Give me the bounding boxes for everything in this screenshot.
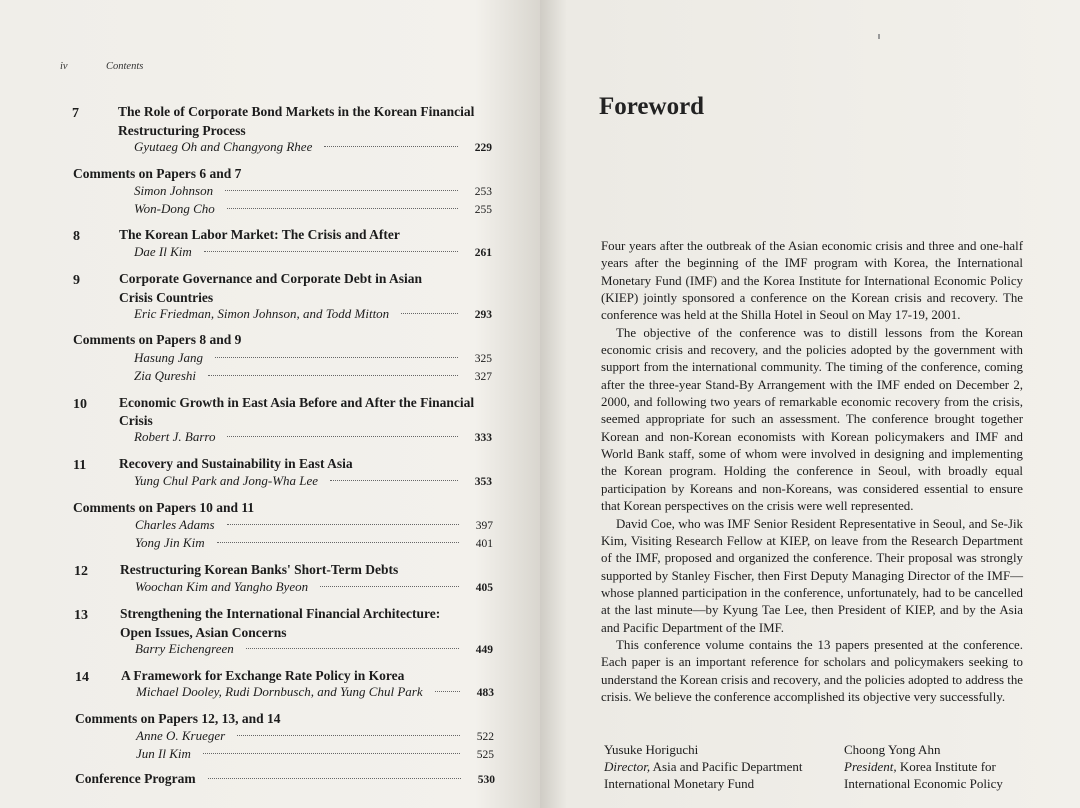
entry-author-row	[136, 746, 494, 762]
signatory-kiep	[844, 741, 1003, 792]
entry-title-cont: Crisis	[119, 413, 153, 428]
print-speck	[878, 34, 880, 39]
entry-author-row	[134, 473, 492, 489]
entry-page: 253	[474, 186, 492, 198]
entry-authors: Dae Il Kim	[134, 244, 192, 259]
entry-title: Corporate Governance and Corporate Debt in Asian	[119, 271, 422, 286]
entry-page: 483	[476, 687, 494, 699]
comments-header: Comments on Papers 12, 13, and 14	[75, 711, 281, 726]
entry-number: 11	[73, 458, 87, 473]
entry-authors: Michael Dooley, Rudi Dornbusch, and Yung Chul Park	[136, 684, 423, 699]
dot-leader	[324, 146, 458, 147]
entry-title: A Framework for Exchange Rate Policy in Korea	[121, 668, 405, 683]
signatory-department: Asia and Pacific Department	[650, 759, 803, 774]
entry-authors: Charles Adams	[135, 517, 215, 532]
dot-leader	[246, 648, 459, 649]
entry-title: The Role of Corporate Bond Markets in the Korean Financial	[118, 104, 475, 119]
entry-author-row	[135, 641, 493, 657]
entry-page: 293	[474, 309, 492, 321]
entry-title: Strengthening the International Financial Architecture:	[120, 606, 441, 621]
entry-page: 525	[476, 749, 494, 761]
entry-page: 327	[474, 371, 492, 383]
entry-author-row	[134, 244, 492, 260]
dot-leader	[227, 524, 459, 525]
entry-author-row	[134, 183, 492, 199]
entry-authors: Robert J. Barro	[134, 429, 216, 444]
dot-leader	[401, 313, 458, 314]
entry-title: Economic Growth in East Asia Before and After the Financial	[119, 395, 475, 410]
dot-leader	[227, 208, 458, 209]
entry-page: 333	[474, 432, 492, 444]
entry-author-row	[134, 429, 492, 445]
entry-number: 9	[73, 273, 80, 288]
entry-number: 7	[72, 106, 79, 121]
paragraph: Four years after the outbreak of the Asian economic crisis and three and one-half years after the beginning of the IMF program with Korea, the International Monetary Fund (IMF) and the Korea Institute for International Economic Policy (KIEP) jointly sponsored a conference on the Korean crisis and recovery. The conference was held at the Shilla Hotel in Seoul on May 17-19, 2001.	[601, 239, 1023, 323]
entry-author-row	[134, 350, 492, 366]
entry-authors: Anne O. Krueger	[136, 728, 226, 743]
dot-leader	[203, 753, 460, 754]
foreword-body	[601, 238, 1023, 706]
entry-author-row	[135, 579, 493, 595]
entry-title-cont: Restructuring Process	[118, 123, 246, 138]
entry-author-row	[135, 517, 493, 533]
entry-number: 8	[73, 229, 80, 244]
paragraph: The objective of the conference was to distill lessons from the Korean economic crisis and recovery, and the policies adopted by the government with support from the international community. The timing of the conference, coming after the three-year Stand-By Arrangement with the IMF ended on December 2, 2000, and following two years of remarkable economic recovery from the crisis, seemed appropriate for such an assessment. The conference brought together Korean and non-Korean economists with Korean policymakers and IMF and World Bank staff, some of whom were involved in designing and implementing the Korean program. Holding the conference in Seoul, with broadly equal participation by Koreans and non-Koreans, was considered essential to ensure that Korean perspectives on the crisis were well represented.	[601, 325, 1023, 514]
comments-header: Comments on Papers 10 and 11	[73, 500, 255, 515]
entry-page: 522	[476, 731, 494, 743]
entry-title-cont: Open Issues, Asian Concerns	[120, 625, 287, 640]
entry-authors: Yong Jin Kim	[135, 535, 205, 550]
entry-number: 12	[74, 564, 88, 579]
dot-leader	[227, 436, 458, 437]
signatory-org: International Monetary Fund	[604, 776, 755, 791]
dot-leader	[215, 357, 458, 358]
dot-leader	[435, 691, 460, 692]
entry-author-row	[134, 368, 492, 384]
entry-author-row	[136, 684, 494, 700]
entry-authors: Woochan Kim and Yangho Byeon	[135, 579, 309, 594]
entry-authors: Eric Friedman, Simon Johnson, and Todd Mitton	[134, 306, 390, 321]
paragraph: David Coe, who was IMF Senior Resident Representative in Seoul, and Se-Jik Kim, Visiting Research Fellow at KIEP, on leave from the Research Department of the IMF, proposed and organized the conference. Their proposal was strongly supported by Stanley Fischer, then First Deputy Managing Director of the IMF—whose planned participation in the conference, unfortunately, had to be cancelled at the last minute—by Kyung Tae Lee, then President of KIEP, and by the Asia and Pacific Department of the IMF.	[601, 516, 1023, 635]
signatory-name: Yusuke Horiguchi	[604, 742, 699, 757]
signatory-role: President,	[844, 759, 897, 774]
entry-authors: Won-Dong Cho	[134, 201, 215, 216]
signatory-org: International Economic Policy	[844, 776, 1003, 791]
entry-author-row	[134, 201, 492, 217]
entry-title: Recovery and Sustainability in East Asia	[119, 456, 353, 471]
entry-number: 10	[73, 397, 87, 412]
entry-authors: Simon Johnson	[134, 183, 214, 198]
dot-leader	[237, 735, 460, 736]
comments-header: Comments on Papers 8 and 9	[73, 332, 242, 347]
dot-leader	[208, 375, 458, 376]
entry-authors: Zia Qureshi	[134, 368, 196, 383]
entry-page: 261	[474, 247, 492, 259]
signatory-department: Korea Institute for	[896, 759, 996, 774]
dot-leader	[320, 586, 459, 587]
entry-page: 405	[475, 582, 493, 594]
entry-page: 449	[475, 644, 493, 656]
entry-author-row	[134, 306, 492, 322]
entry-authors: Yung Chul Park and Jong-Wha Lee	[134, 473, 319, 488]
dot-leader	[330, 480, 458, 481]
entry-authors: Jun Il Kim	[136, 746, 191, 761]
paragraph: This conference volume contains the 13 papers presented at the conference. Each paper is an important reference for scholars and policymakers seeking to understand the Korean crisis and recovery, and the policies adopted to address the crisis. We believe the conference accomplished its objective very successfully.	[601, 637, 1023, 704]
dot-leader	[225, 190, 458, 191]
entry-page: 255	[474, 204, 492, 216]
entry-page: 530	[477, 774, 495, 786]
conference-program-row	[75, 771, 495, 787]
entry-page: 401	[475, 538, 493, 550]
signatory-role: Director,	[604, 759, 651, 774]
entry-authors: Gyutaeg Oh and Changyong Rhee	[134, 139, 313, 154]
dot-leader	[204, 251, 458, 252]
entry-page: 229	[474, 142, 492, 154]
conference-program-label: Conference Program	[75, 771, 196, 786]
entry-number: 13	[74, 608, 88, 623]
dot-leader	[208, 778, 461, 779]
signatory-name: Choong Yong Ahn	[844, 742, 941, 757]
entry-author-row	[136, 728, 494, 744]
signatory-imf	[604, 741, 802, 792]
entry-title: Restructuring Korean Banks' Short-Term Debts	[120, 562, 399, 577]
entry-title: The Korean Labor Market: The Crisis and After	[119, 227, 400, 242]
entry-authors: Barry Eichengreen	[135, 641, 234, 656]
running-head: Contents	[106, 61, 144, 72]
page-title: Foreword	[599, 93, 705, 120]
entry-authors: Hasung Jang	[134, 350, 203, 365]
entry-author-row	[135, 535, 493, 551]
entry-page: 325	[474, 353, 492, 365]
dot-leader	[217, 542, 459, 543]
comments-header: Comments on Papers 6 and 7	[73, 166, 242, 181]
entry-page: 353	[474, 476, 492, 488]
entry-title-cont: Crisis Countries	[119, 290, 214, 305]
page-folio: iv	[60, 61, 68, 72]
entry-author-row	[134, 139, 492, 155]
entry-number: 14	[75, 670, 89, 685]
entry-page: 397	[475, 520, 493, 532]
